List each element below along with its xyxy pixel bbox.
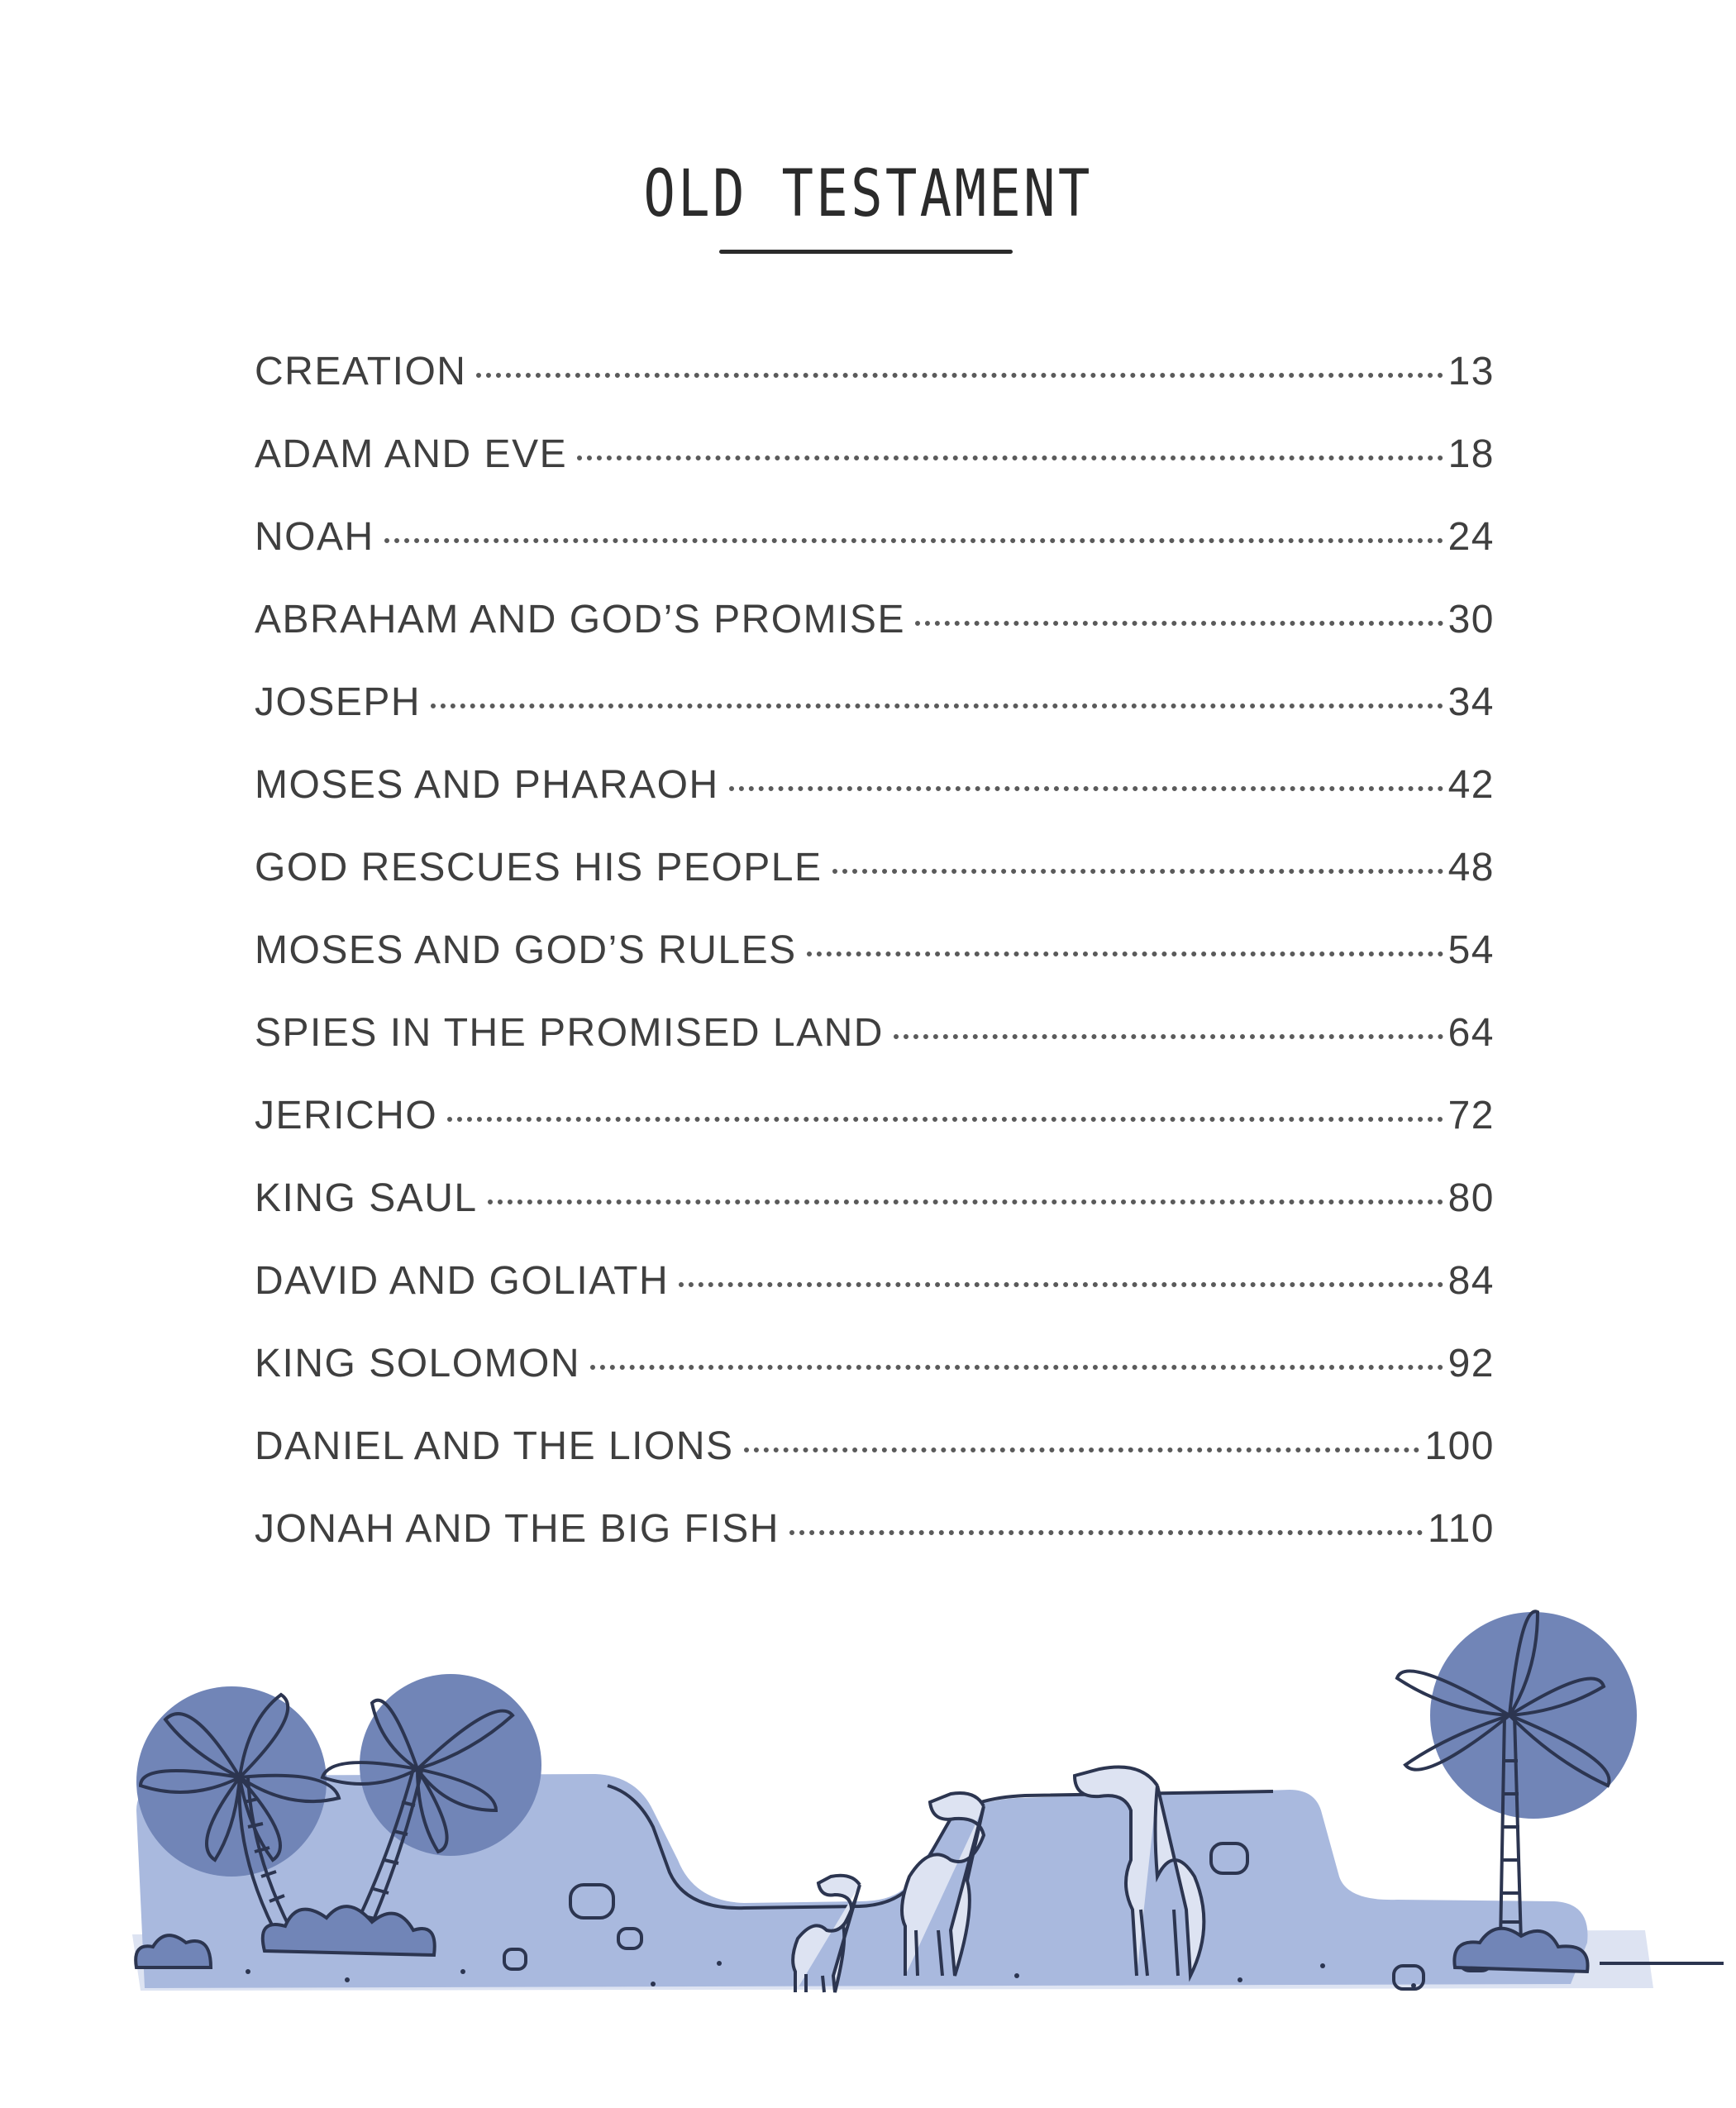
toc-entry[interactable] [255,579,1495,661]
toc-entry-page: 92 [1447,1342,1495,1385]
toc-entry[interactable] [255,1157,1495,1240]
toc-entry-page: 34 [1447,680,1495,724]
dot-leader [577,455,1443,460]
toc-entry-page: 84 [1447,1259,1495,1303]
toc-entry-title: DAVID AND GOLIATH [255,1259,670,1303]
dot-leader [488,1199,1443,1204]
table-of-contents [255,331,1495,1571]
toc-entry-page: 18 [1447,432,1495,476]
toc-entry-page: 24 [1447,515,1495,559]
toc-entry-page: 72 [1447,1094,1495,1137]
toc-entry[interactable] [255,1240,1495,1323]
toc-entry[interactable] [255,1075,1495,1157]
toc-entry[interactable] [255,331,1495,413]
toc-entry-title: MOSES AND GOD’S RULES [255,928,797,972]
desert-illustration [0,1513,1736,2009]
toc-entry-title: KING SOLOMON [255,1342,581,1385]
toc-entry-page: 48 [1447,846,1495,889]
dot-leader [431,703,1443,708]
toc-entry-page: 64 [1447,1011,1495,1055]
toc-entry-title: DANIEL AND THE LIONS [255,1424,734,1468]
dot-leader [590,1365,1443,1370]
toc-entry-title: SPIES IN THE PROMISED LAND [255,1011,884,1055]
toc-entry-title: JOSEPH [255,680,422,724]
toc-entry-title: JERICHO [255,1094,438,1137]
dot-leader [807,951,1443,956]
dot-leader [915,621,1443,626]
dot-leader [679,1282,1443,1287]
toc-entry[interactable] [255,1405,1495,1488]
toc-entry-page: 42 [1447,763,1495,807]
dot-leader [384,538,1443,543]
toc-entry-title: GOD RESCUES HIS PEOPLE [255,846,823,889]
toc-entry-title: KING SAUL [255,1176,478,1220]
toc-entry[interactable] [255,992,1495,1075]
toc-entry-title: NOAH [255,515,374,559]
mountain-silhouette [136,1774,1588,1988]
dot-leader [832,869,1443,874]
toc-entry-page: 54 [1447,928,1495,972]
toc-entry[interactable] [255,827,1495,909]
toc-entry-title: JONAH AND THE BIG FISH [255,1507,780,1551]
toc-entry[interactable] [255,1323,1495,1405]
toc-entry[interactable] [255,413,1495,496]
dot-leader [729,786,1443,791]
toc-entry-page: 30 [1447,598,1495,641]
toc-entry[interactable] [255,744,1495,827]
toc-entry-title: MOSES AND PHARAOH [255,763,719,807]
dot-leader [744,1447,1420,1452]
toc-entry-page: 100 [1424,1424,1495,1468]
toc-entry-title: ABRAHAM AND GOD’S PROMISE [255,598,905,641]
toc-entry-title: CREATION [255,350,467,393]
toc-entry[interactable] [255,909,1495,992]
palm-canopy-shade [1430,1612,1637,1819]
dot-leader [894,1034,1443,1039]
toc-entry[interactable] [255,496,1495,579]
toc-entry-page: 80 [1447,1176,1495,1220]
title-underline [719,250,1013,254]
toc-entry-page: 110 [1427,1507,1495,1551]
toc-entry-title: ADAM AND EVE [255,432,568,476]
dot-leader [447,1117,1443,1122]
page-title: OLD TESTAMENT [643,157,1093,231]
toc-entry[interactable] [255,661,1495,744]
dot-leader [476,373,1443,378]
toc-entry-page: 13 [1447,350,1495,393]
